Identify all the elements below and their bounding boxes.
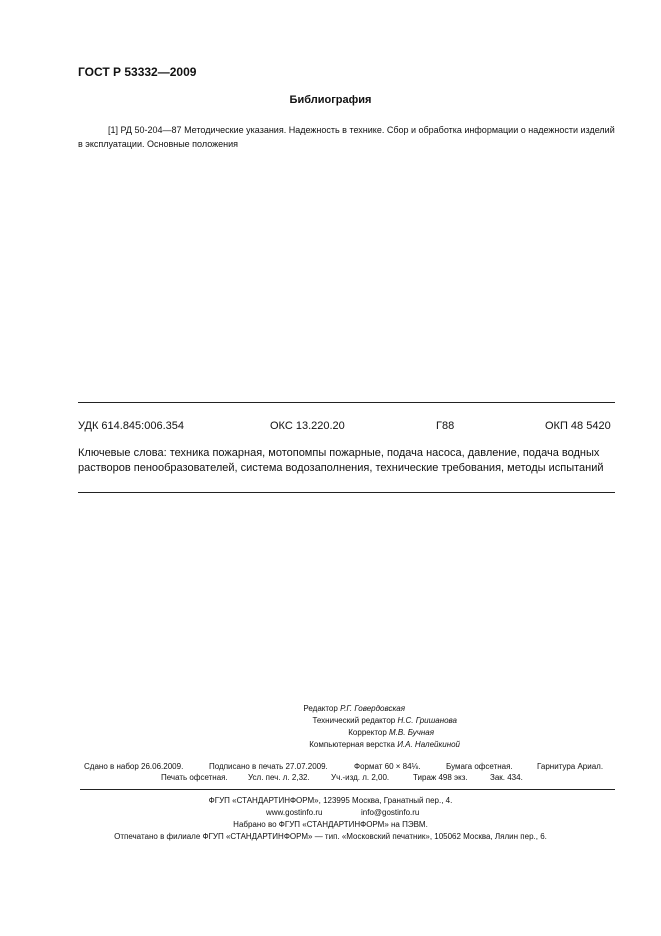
pub-order: Зак. 434.: [490, 773, 523, 782]
pub-format: Формат 60 × 84⅛.: [354, 762, 421, 771]
credit-editor: [303, 704, 405, 713]
publisher-website: www.gostinfo.ru: [266, 808, 323, 817]
divider-footer: [80, 789, 615, 790]
pub-sheets: Усл. печ. л. 2,32.: [248, 773, 310, 782]
entry-number: [1]: [108, 125, 119, 135]
credit-tech-editor: [312, 716, 457, 725]
credit-proofreader: [348, 728, 434, 737]
okp-code: ОКП 48 5420: [545, 420, 611, 432]
pub-edsheets: Уч.-изд. л. 2,00.: [331, 773, 390, 782]
publisher-email: info@gostinfo.ru: [361, 808, 420, 817]
pub-signed: Подписано в печать 27.07.2009.: [209, 762, 328, 771]
bibliography-title: Библиография: [289, 94, 372, 106]
pub-paper: Бумага офсетная.: [446, 762, 513, 771]
printed-note: Отпечатано в филиале ФГУП «СТАНДАРТИНФОРМ» — тип. «Московский печатник», 105062 Москва, Лялин пер., 6.: [114, 832, 547, 841]
group-code: Г88: [436, 420, 455, 432]
udk-code: УДК 614.845:006.354: [78, 420, 184, 432]
document-id: ГОСТ Р 53332—2009: [78, 65, 197, 79]
credit-role: Компьютерная верстка: [309, 740, 395, 749]
bibliography-entry: [78, 123, 615, 151]
keywords: Ключевые слова: техника пожарная, мотопомпы пожарные, подача насоса, давление, подача водных растворов пенообразователей, система водозаполнения, технические требования, методы испытаний: [78, 447, 604, 474]
credit-name: М.В. Бучная: [389, 728, 434, 737]
entry-text: Методические указания. Надежность в технике. Сбор и обработка информации о надежности изделий в эксплуатации. Основные положения: [78, 125, 615, 149]
pub-sent: Сдано в набор 26.06.2009.: [84, 762, 184, 771]
credit-role: Технический редактор: [312, 716, 396, 725]
credit-role: Редактор: [303, 704, 338, 713]
credit-role: Корректор: [348, 728, 387, 737]
pub-print: Печать офсетная.: [161, 773, 228, 782]
oks-code: ОКС 13.220.20: [270, 420, 345, 432]
credit-name: Р.Г. Говердовская: [340, 704, 405, 713]
credit-layout: [309, 740, 460, 749]
pub-font: Гарнитура Ариал.: [537, 762, 604, 771]
credit-name: Н.С. Гришанова: [397, 716, 457, 725]
divider-bottom: [78, 492, 615, 493]
publisher-address: ФГУП «СТАНДАРТИНФОРМ», 123995 Москва, Гранатный пер., 4.: [208, 796, 453, 805]
divider-top: [78, 402, 615, 403]
pub-run: Тираж 498 экз.: [413, 773, 468, 782]
entry-code: РД 50-204—87: [120, 125, 182, 135]
credit-name: И.А. Налейкиной: [397, 740, 460, 749]
typeset-note: Набрано во ФГУП «СТАНДАРТИНФОРМ» на ПЭВМ.: [233, 820, 428, 829]
